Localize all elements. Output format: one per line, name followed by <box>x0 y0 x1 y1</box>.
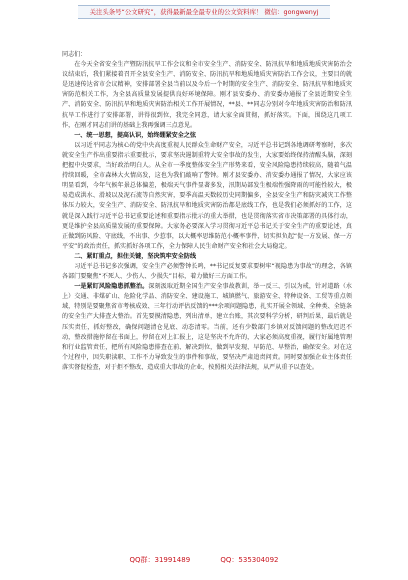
promo-banner: 关注头条号“公文研究”，获得最新最全最专业的公文资料库！ 微信：gongwenyj <box>78 5 330 19</box>
document-body <box>62 28 352 373</box>
qq-group-text: QQ群：31991489 <box>129 556 191 564</box>
section-1-paragraph: 以习近平同志为核心的党中央高度重视人民群众生命财产安全，习近平总书记到各地调研考察时，多次就安全生产作出重要指示重要批示，要求坚决遏制重特大安全事故的发生，大家要始终保持清醒头脑，深刻把握中央要求，当好政治明白人。从全市一季度整体安全生产形势来看，安全风险隐患持续较高，随着气温持续回暖，全市森林大火情高发，这也为我们敲响了警钟。刚才县安委办、消安委办通报了情况，大家应该明显看到，今年气候年景总体偏差，极端天气事件显著多发，汛期局部发生极端性强降雨的可能性较大，极易造成洪水、滑坡以及泥石流等自然灾害，要季高温天数较历史同期偏多，全县安全生产和防灾减灾工作整体压力较大，安全生产、消防安全、防汛抗旱和地质灾害防治都是底线工作，也是我们必须抓好的工作，这就是深入践行习近平总书记重要论述和重要指示批示的重大举措，也是贯彻落实省市决策部署的具体行动，更是维护全县高质量发展的重要保障。大家务必要深入学习贯彻习近平总书记关于安全生产的重要论述，真正做到防风险、守底线，不出事、少惹事，以大概率思维防范小概率事件，切实担负起“促一方发展、保一方平安”的政治责任，抓实抓好各项工作，全力保障人民生命财产安全和社会大局稳定。 <box>62 141 352 250</box>
salutation: 同志们： <box>62 51 87 58</box>
footer-contact <box>0 555 408 565</box>
subsection-1-heading: 一是紧盯风险隐患抓整治。 <box>74 283 149 291</box>
subsection-1-body: 深刻汲取近期全国生产安全事故教训，举一反三、引以为戒，针对道路（水上）交通、非煤矿山、危险化学品、消防安全、建设施工、城镇燃气、旅游安全、特种设备、工贸等重点领域，特别是要聚焦省市考核成效、三年行动评估反馈的***余项问题隐患，扎实开展全领域、全种类、全链条的安全生产大排查大整治。首先要摸清隐患，列出清单，建立台账，其次要科学分析，研判后果，最后就是压实责任，抓好整改，确保问题清仓见底、动态清零。当前，还有少数部门乡镇对反馈问题的整改迟迟不动，整改措施停留在书面上，停留在对上汇报上，这是坚决不允许的，大家必须高度重视，履行好属地管理和行业监管责任，把所有风险隐患排查在前、解决到位，做到早发现、早防范、早整治，确保安全。对在这个过程中，因失职渎职、工作不力导致发生的事件和事故，要坚决严肃追责问责。同时要加强企业主体责任落实督促检查，对于拒不整改、造成重大事故的企业，按照相关法律法规，从严从重予以查处。 <box>62 283 353 371</box>
intro-paragraph: 在今天全省安全生产暨防汛抗旱工作会议和全市安全生产、消防安全、防汛抗旱和地质地质灾害防治会议结束后，我们紧接着召开全县安全生产、消防安全、防汛抗旱和地质地质灾害防治工作会议，主要目的就是迅速传达省市会议精神，安排部署全县当前以及今后一个时期的安全生产、消防安全、防汛抗旱和地质灾害防范相关工作，为全县高质量发展提供良好环境保障。刚才县安委办、消安委办通报了全县近期安全生产、消防安全、防汛抗旱和地质灾害防治相关工作开展情况，**县、**同志分别对今年地质灾害防治和防汛抗旱工作进行了安排部署，讲得很到位，我完全同意，请大家全面贯彻，抓好落实。下面，围绕这几项工作，在刚才同志们讲的基础上我再强调三点意见。 <box>62 61 352 129</box>
subsection-1-paragraph <box>62 282 352 373</box>
qq-text: QQ：535304092 <box>220 556 279 564</box>
section-1-heading: 一、统一思想，提高认识，始终绷紧安全之弦 <box>74 131 197 139</box>
section-2-paragraph: 习近平总书记多次强调，安全生产必须警钟长鸣，**书记反复要求要树牢“视隐患为事故”的理念，各镇各部门要聚焦“不死人、少伤人、少损失”目标，着力做好三方面工作。 <box>62 262 352 281</box>
section-2-heading: 二、紧盯重点，担住关键，坚决筑牢安全防线 <box>74 252 197 260</box>
